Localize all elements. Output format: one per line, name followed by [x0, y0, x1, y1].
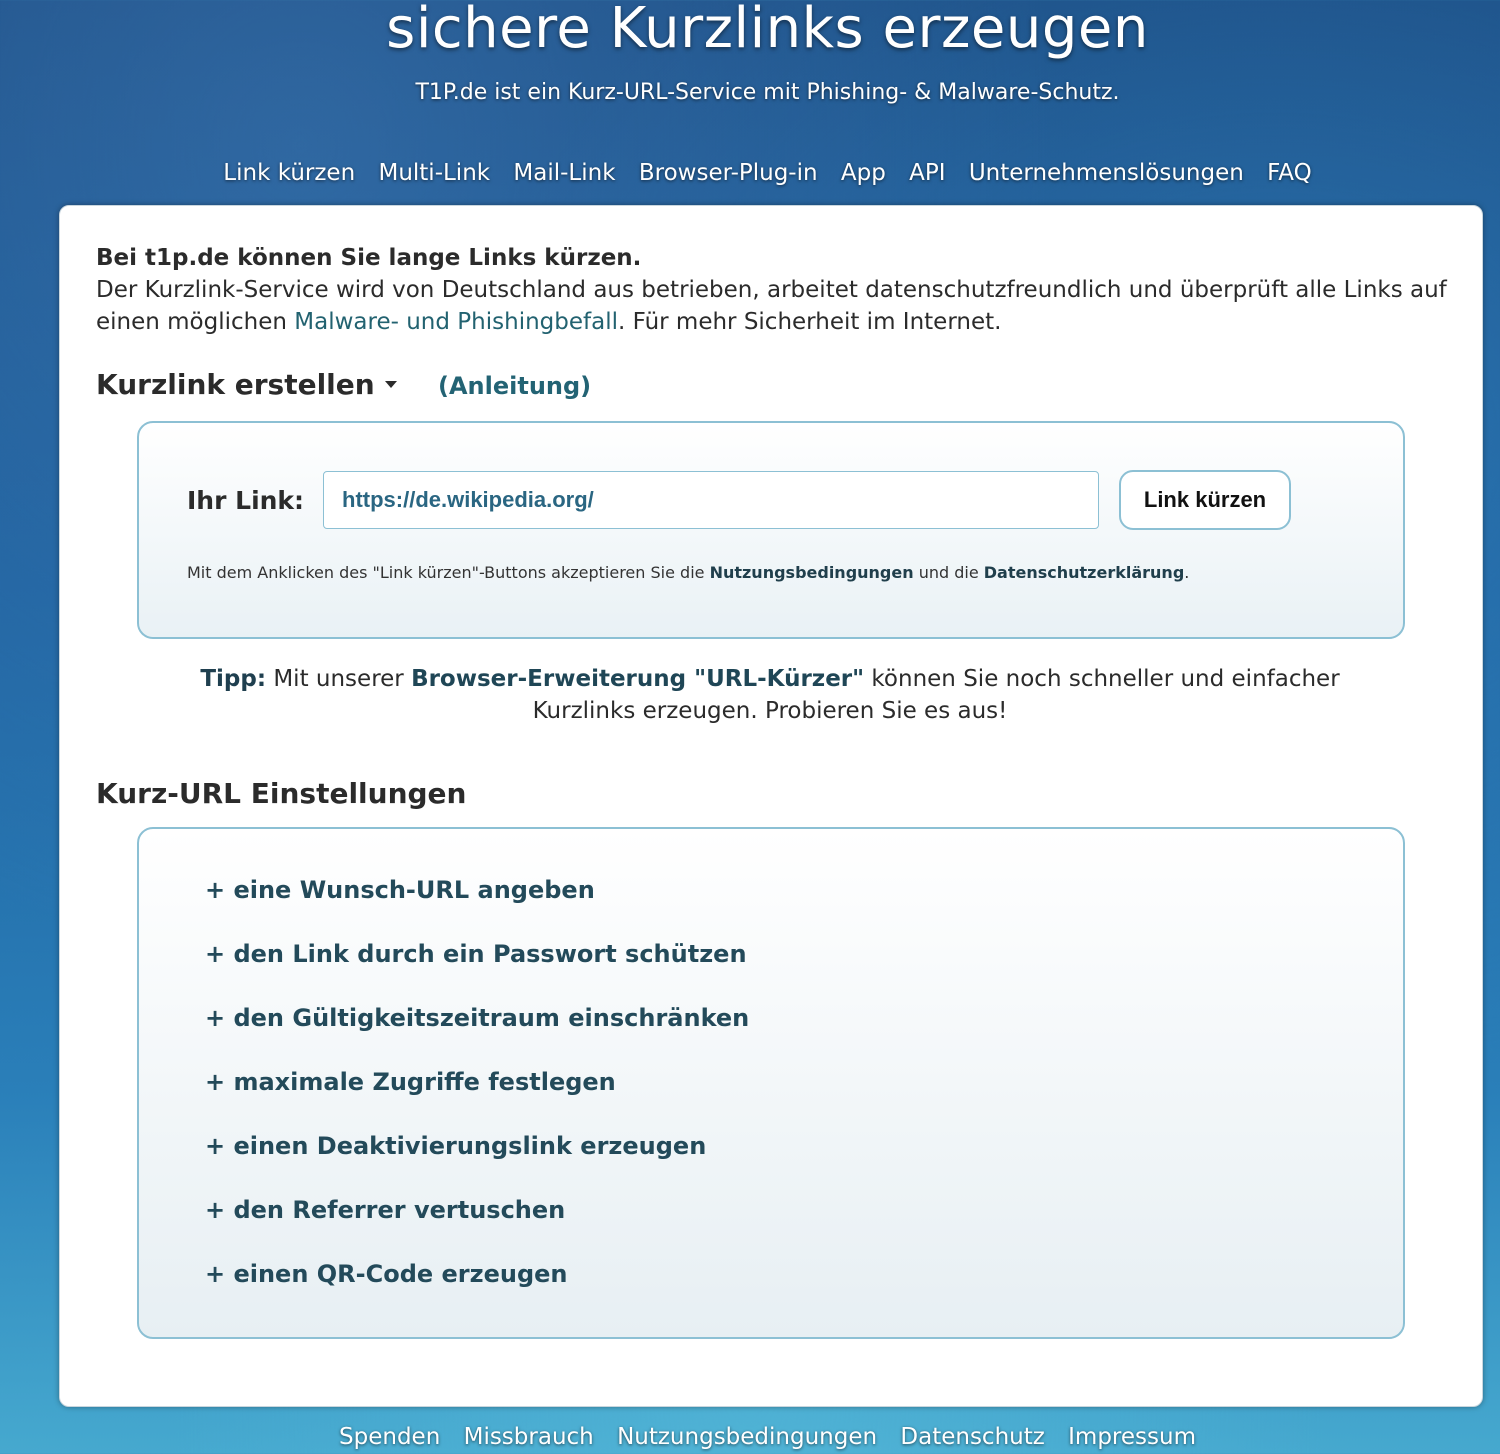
privacy-policy-link[interactable]: Datenschutzerklärung: [983, 563, 1185, 582]
settings-panel: [137, 827, 1405, 1339]
link-input-label: Ihr Link:: [187, 486, 305, 515]
create-shortlink-heading-label: Kurzlink erstellen: [96, 368, 375, 401]
caret-down-icon: [385, 381, 397, 388]
setting-qr-code[interactable]: + einen QR-Code erzeugen: [205, 1260, 568, 1288]
nav-link-browser-plugin[interactable]: Browser-Plug-in: [638, 160, 818, 186]
footer-link-donate[interactable]: Spenden: [339, 1424, 441, 1450]
tip-text-before: Mit unserer: [266, 666, 412, 692]
malware-phishing-link[interactable]: Malware- und Phishingbefall: [294, 309, 618, 335]
howto-link[interactable]: (Anleitung): [438, 372, 592, 400]
tip-text-after: können Sie noch schneller und einfacher Kurzlinks erzeugen. Probieren Sie es aus!: [532, 666, 1340, 724]
terms-prefix: Mit dem Anklicken des "Link kürzen"-Buttons akzeptieren Sie die: [187, 563, 710, 582]
terms-suffix: .: [1184, 563, 1190, 582]
terms-of-use-link[interactable]: Nutzungsbedingungen: [709, 563, 914, 582]
nav-link-shorten[interactable]: Link kürzen: [223, 160, 356, 186]
setting-hide-referrer[interactable]: + den Referrer vertuschen: [205, 1196, 566, 1224]
site-tagline: T1P.de ist ein Kurz-URL-Service mit Phishing- & Malware-Schutz.: [415, 80, 1120, 105]
nav-link-multi-link[interactable]: Multi-Link: [378, 160, 491, 186]
setting-password-protect[interactable]: + den Link durch ein Passwort schützen: [205, 940, 747, 968]
terms-notice: [187, 563, 1189, 582]
footer-link-terms[interactable]: Nutzungsbedingungen: [617, 1424, 878, 1450]
create-shortlink-heading[interactable]: [96, 368, 397, 401]
intro-text-before: Der Kurzlink-Service wird von Deutschland aus betrieben, arbeitet datenschutzfreundlich und überprüft alle Links auf einen möglichen: [96, 277, 1447, 335]
shorten-form: [137, 421, 1405, 639]
intro-heading: Bei t1p.de können Sie lange Links kürzen.: [96, 245, 642, 271]
setting-custom-url[interactable]: + eine Wunsch-URL angeben: [205, 876, 595, 904]
footer-link-abuse[interactable]: Missbrauch: [463, 1424, 594, 1450]
intro-text-after: . Für mehr Sicherheit im Internet.: [617, 309, 1002, 335]
nav-link-mail-link[interactable]: Mail-Link: [513, 160, 616, 186]
intro-text: [96, 242, 1456, 338]
setting-deactivation-link[interactable]: + einen Deaktivierungslink erzeugen: [205, 1132, 707, 1160]
tip-label: Tipp:: [200, 666, 267, 692]
setting-max-clicks[interactable]: + maximale Zugriffe festlegen: [205, 1068, 616, 1096]
settings-heading: Kurz-URL Einstellungen: [96, 777, 467, 810]
nav-link-app[interactable]: App: [840, 160, 886, 186]
footer-link-imprint[interactable]: Impressum: [1068, 1424, 1196, 1450]
footer-navigation: [0, 1424, 1500, 1450]
link-url-input[interactable]: [323, 471, 1099, 529]
nav-link-enterprise[interactable]: Unternehmenslösungen: [968, 160, 1244, 186]
settings-list: [205, 872, 749, 1320]
site-title: sichere Kurzlinks erzeugen: [386, 0, 1149, 61]
setting-validity-period[interactable]: + den Gültigkeitszeitraum einschränken: [205, 1004, 750, 1032]
main-content-card: [59, 205, 1483, 1407]
shorten-link-button[interactable]: Link kürzen: [1119, 470, 1291, 530]
terms-middle: und die: [913, 563, 984, 582]
nav-link-api[interactable]: API: [909, 160, 946, 186]
nav-link-faq[interactable]: FAQ: [1267, 160, 1312, 186]
browser-extension-link[interactable]: Browser-Erweiterung "URL-Kürzer": [411, 666, 865, 692]
footer-link-privacy[interactable]: Datenschutz: [900, 1424, 1045, 1450]
browser-extension-tip: [160, 663, 1380, 727]
main-navigation: [0, 160, 1500, 186]
